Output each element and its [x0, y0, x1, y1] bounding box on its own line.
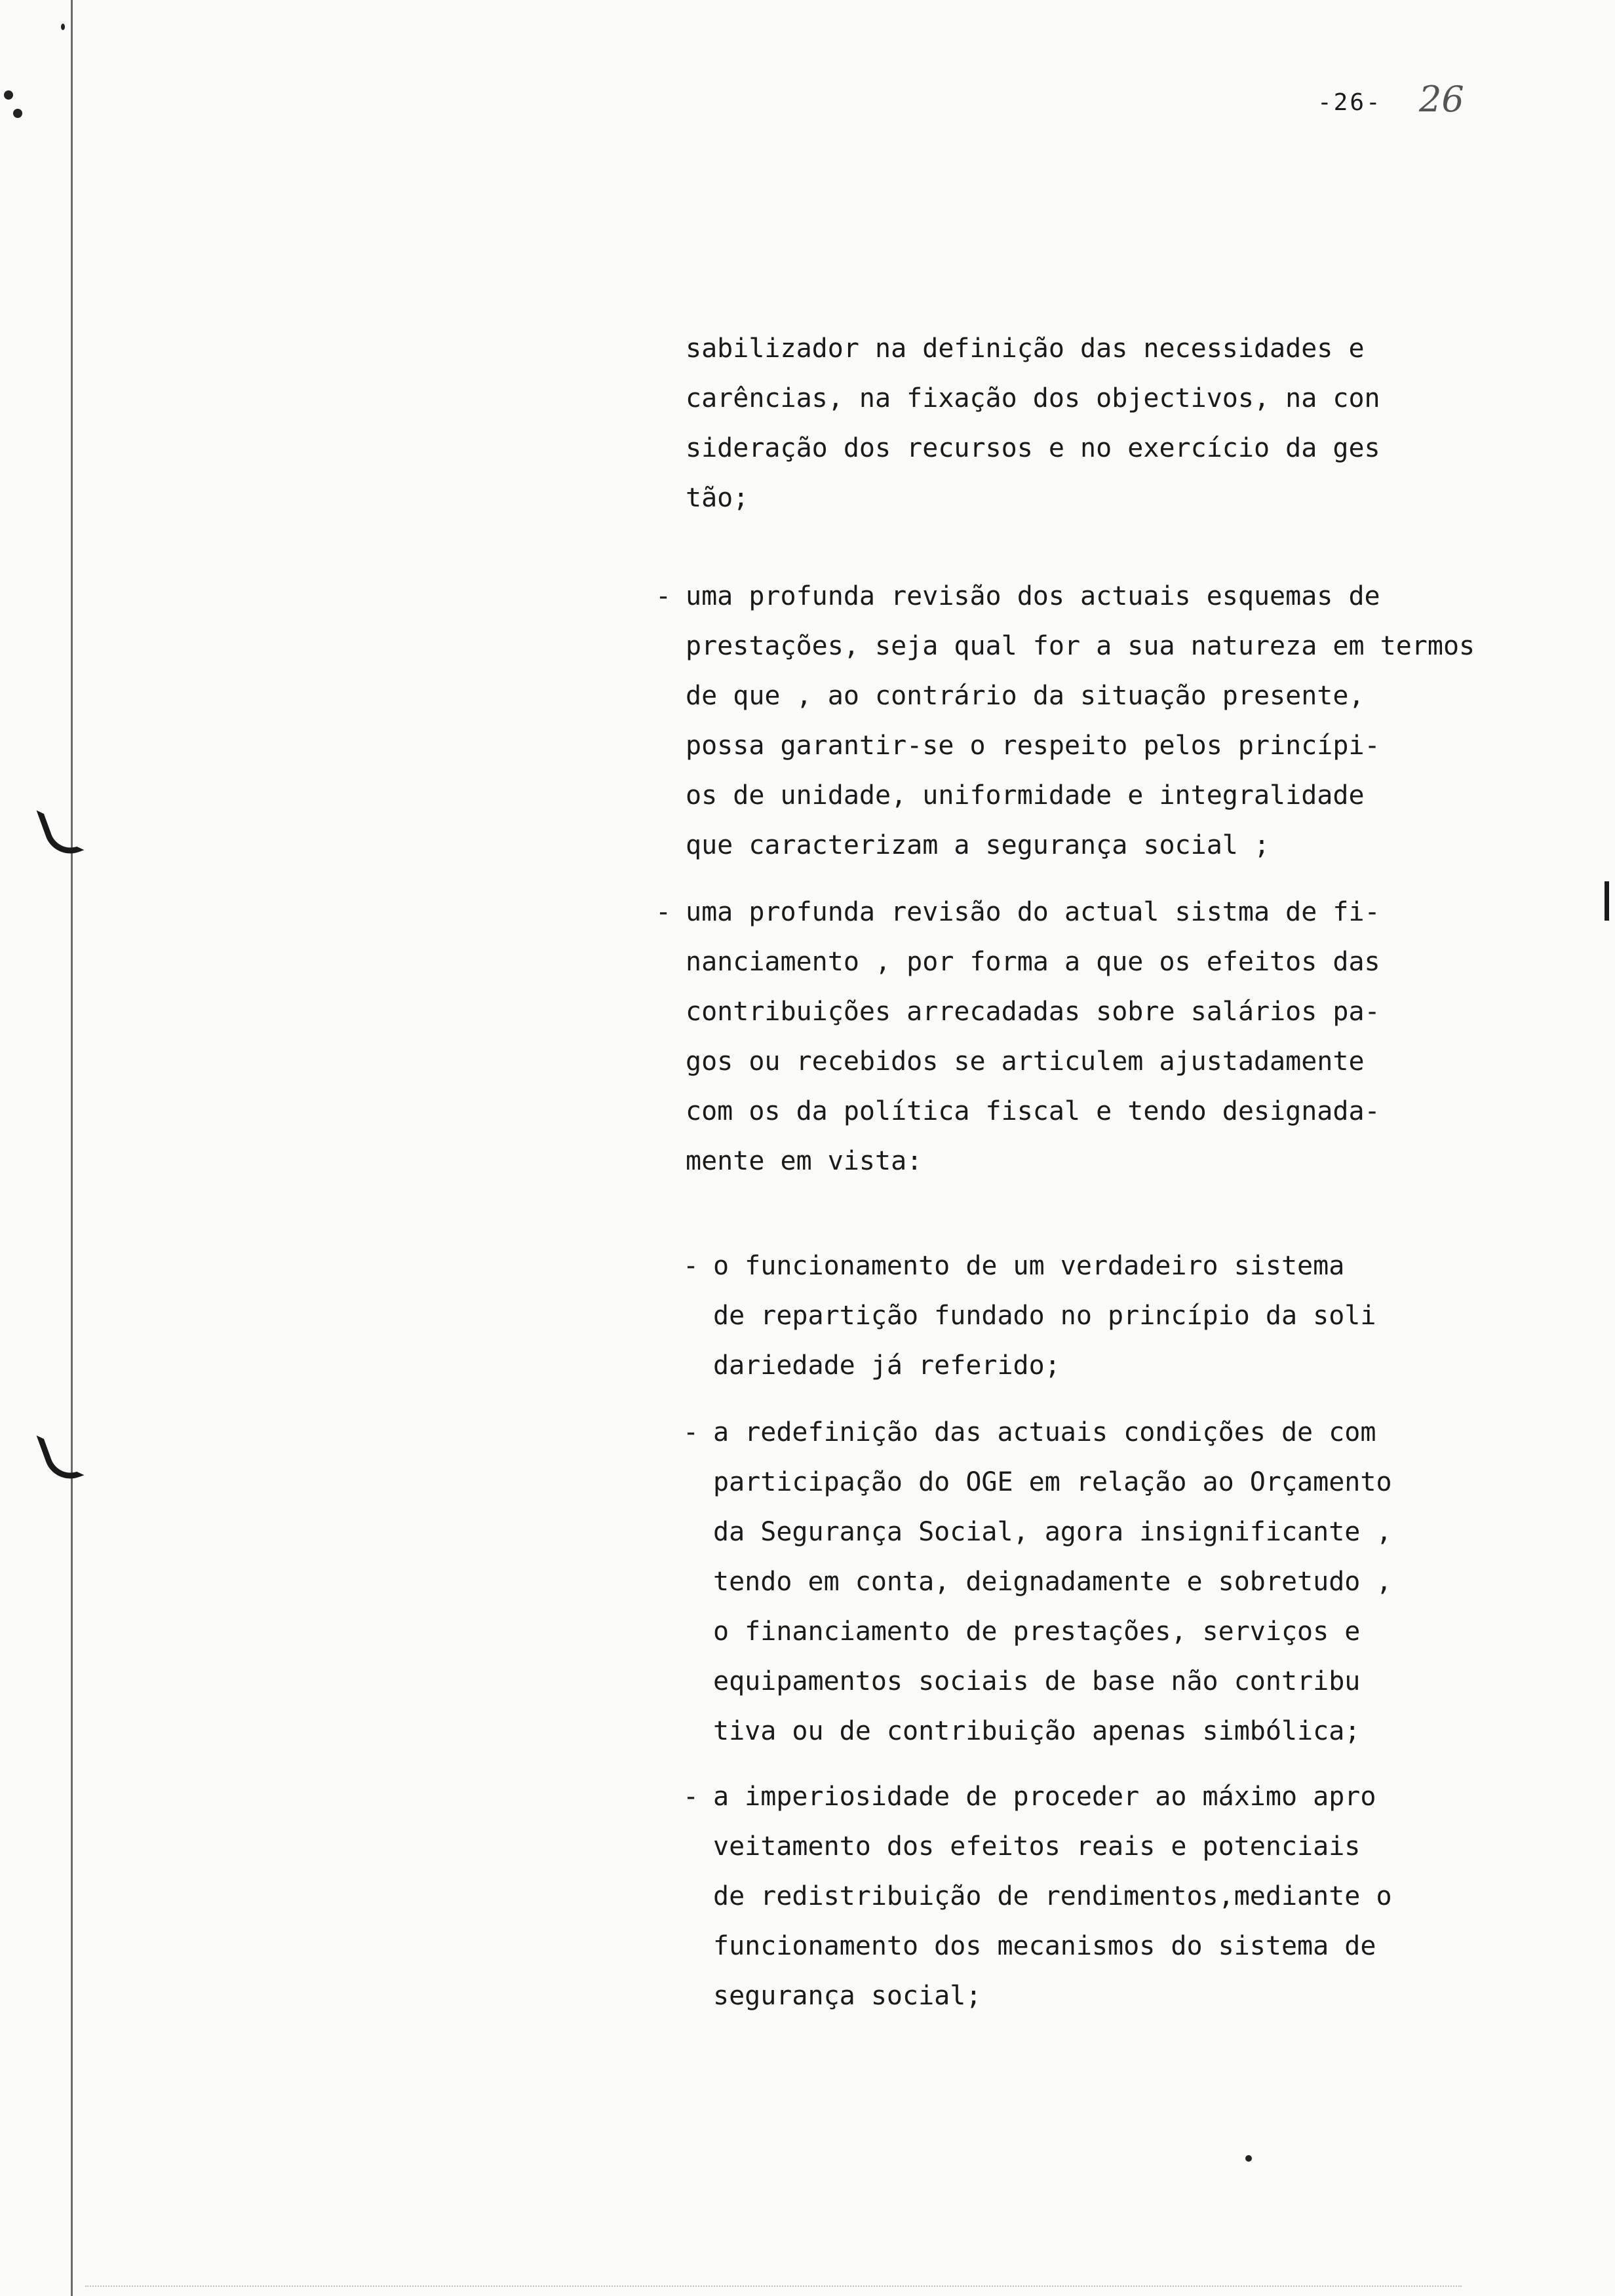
sub-list-item-line: veitamento dos efeitos reais e potenciais	[713, 1831, 1361, 1862]
sub-list-item-line: tiva ou de contribuição apenas simbólica;	[713, 1716, 1361, 1746]
scan-speck	[1245, 2155, 1252, 2162]
sub-list-item-line: dariedade já referido;	[713, 1350, 1060, 1381]
sub-list-item	[683, 1772, 1392, 2021]
sub-list-item-line: a redefinição das actuais condições de com	[713, 1417, 1376, 1447]
list-item-line: possa garantir-se o respeito pelos princípi-	[686, 731, 1380, 761]
scan-speck	[4, 90, 13, 100]
list-item-line: nanciamento , por forma a que os efeitos das	[686, 947, 1380, 977]
list-dash: -	[683, 1251, 699, 1281]
intro-line: carências, na fixação dos objectivos, na con	[686, 383, 1380, 413]
list-item-line: gos ou recebidos se articulem ajustadamente	[686, 1046, 1365, 1077]
list-item-line: os de unidade, uniformidade e integralidade	[686, 780, 1365, 811]
intro-paragraph	[686, 324, 1380, 523]
list-dash: -	[683, 1782, 699, 1812]
handwritten-page-number: 26	[1419, 79, 1464, 120]
sub-list-item-line: funcionamento dos mecanismos do sistema de	[713, 1931, 1376, 1961]
list-item-line: prestações, seja qual for a sua natureza em termos	[686, 631, 1475, 661]
list-dash: -	[683, 1417, 699, 1447]
scan-edge-dots	[85, 2286, 1462, 2288]
list-item-line: uma profunda revisão dos actuais esquemas de	[686, 581, 1380, 611]
sub-list-item-line: de repartição fundado no princípio da soli	[713, 1301, 1376, 1331]
margin-bar-mark	[1605, 881, 1609, 921]
sub-list-item	[683, 1241, 1376, 1390]
punch-hole-mark-upper	[36, 799, 84, 860]
sub-list-item-line: tendo em conta, deignadamente e sobretudo ,	[713, 1567, 1392, 1597]
list-item-line: contribuições arrecadadas sobre salários pa-	[686, 997, 1380, 1027]
list-item	[655, 887, 1380, 1186]
list-item-line: com os da política fiscal e tendo designada-	[686, 1096, 1380, 1126]
sub-list-item-line: o financiamento de prestações, serviços e	[713, 1617, 1361, 1647]
list-dash: -	[655, 897, 672, 927]
list-item-line: mente em vista:	[686, 1146, 923, 1176]
sub-list-item	[683, 1407, 1392, 1756]
sub-list-item-line: participação do OGE em relação ao Orçamento	[713, 1467, 1392, 1497]
list-item	[655, 571, 1475, 870]
sub-list-item-line: o funcionamento de um verdadeiro sistema	[713, 1251, 1345, 1281]
scan-speck	[13, 109, 22, 118]
intro-line: tão;	[686, 483, 749, 513]
list-item-line: de que , ao contrário da situação presente,	[686, 681, 1365, 711]
intro-line: sideração dos recursos e no exercício da ges	[686, 433, 1380, 463]
sub-list-item-line: a imperiosidade de proceder ao máximo apro	[713, 1782, 1376, 1812]
sub-list-item-line: de redistribuição de rendimentos,mediante o	[713, 1881, 1392, 1911]
list-item-line: uma profunda revisão do actual sistma de fi-	[686, 897, 1380, 927]
intro-line: sabilizador na definição das necessidades e	[686, 334, 1365, 364]
sub-list-item-line: da Segurança Social, agora insignificante ,	[713, 1517, 1392, 1547]
scan-speck	[61, 24, 65, 30]
sub-list-item-line: equipamentos sociais de base não contribu	[713, 1666, 1361, 1696]
sub-list-item-line: segurança social;	[713, 1981, 982, 2011]
list-dash: -	[655, 581, 672, 611]
punch-hole-mark-lower	[36, 1425, 84, 1485]
page-number: -26-	[1317, 89, 1382, 116]
list-item-line: que caracterizam a segurança social ;	[686, 830, 1270, 860]
binding-margin-line	[71, 0, 73, 2296]
